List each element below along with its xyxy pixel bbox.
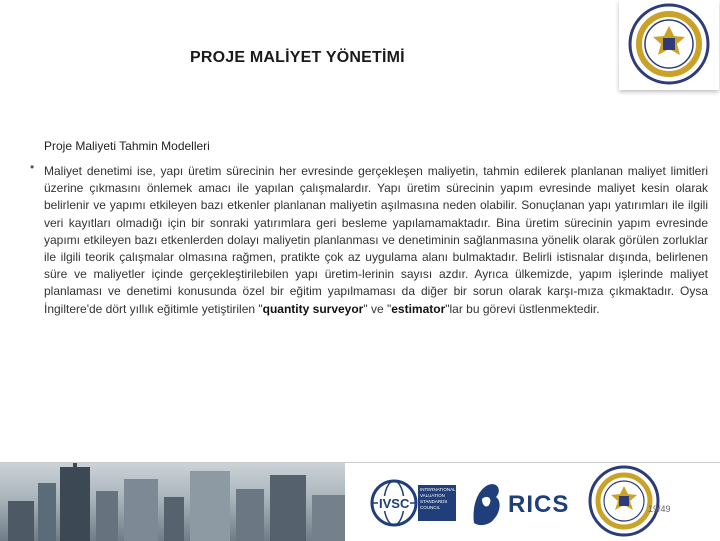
bold-term-estimator: estimator (391, 301, 446, 316)
body-paragraph (44, 163, 708, 318)
page-number: 19/49 (648, 504, 671, 514)
university-seal-footer-icon (588, 465, 660, 537)
paragraph-connector: " ve " (363, 301, 392, 316)
section-heading: Proje Maliyeti Tahmin Modelleri (44, 139, 210, 153)
paragraph-ending: "lar bu görevi üstlenmektedir. (445, 301, 600, 316)
ivsc-logo (368, 477, 458, 529)
paragraph-text: Maliyet denetimi ise, yapı üretim sürecinin her evresinde gerçekleşen maliyetin, tahmin edilerek planlanan maliyet limitleri üzerine çıkmasını önlemek amacı ile yapılan çalışmalardır. Yapı üretim sürecinin yapım evresinde maliyet kesin olarak belirlenir ve yapımı etkileyen bazı etkenler planlanan maliyetin aşılmasına neden olabilir. Sonuçlanan yapı yatırımları ile ilgili veri kayıtları olmadığı için bir sonraki yatırımlara geri besleme yapılamamaktadır. Bina üretim sürecinin yapım evresinde yapımı etkileyen bazı etkenlerden dolayı maliyetin planlanması ve denetiminin sağlanmasına yönelik olarak görülen zorluklar ile ilgili teorik çalışmalar olmasına rağmen, pratikte çok az uygulama alanı bulmaktadır. Belirli istisnalar dışında, belirlenen süre ve maliyetler içinde gerçekleştirilebilen yapı üretim-lerinin sayısı azdır. Ayrıca ülkemizde, yapım işlerinde maliyet planlaması ve denetimi konusunda özel bir eğitim yapılmaması da diğer bir sorun olarak karşı-mıza çıkmaktadır. Oysa İngiltere'de dört yıllık eğitimle yetiştirilen " (44, 164, 708, 316)
ivsc-caption: INTERNATIONAL VALUATION STANDARDS COUNCIL (420, 487, 456, 510)
footer-banner (0, 462, 720, 541)
rics-label: RICS (508, 491, 570, 518)
page-title: PROJE MALİYET YÖNETİMİ (190, 49, 405, 66)
university-seal-icon (625, 2, 713, 86)
header (0, 0, 720, 95)
bold-term-quantity-surveyor: quantity surveyor (262, 301, 364, 316)
bullet-marker: • (30, 160, 35, 174)
rics-logo (470, 479, 580, 529)
rics-lion-icon (470, 479, 504, 529)
ivsc-label: IVSC (379, 496, 410, 511)
university-logo (619, 0, 719, 90)
skyline-photo (0, 463, 345, 541)
